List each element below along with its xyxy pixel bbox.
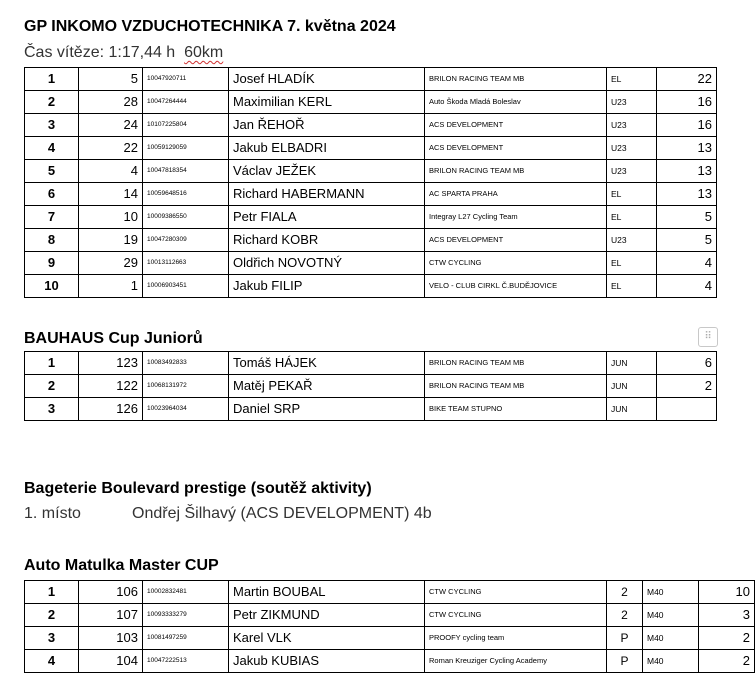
position-cell: 1 <box>25 68 79 91</box>
start-number-cell: 14 <box>79 183 143 206</box>
points-cell: 13 <box>657 183 717 206</box>
category-cell: EL <box>607 252 657 275</box>
position-cell: 7 <box>25 206 79 229</box>
table-row <box>25 252 717 275</box>
category-cell: M40 <box>643 604 699 627</box>
team-cell: BRILON RACING TEAM MB <box>425 160 607 183</box>
prestige-line <box>24 505 432 523</box>
position-cell: 4 <box>25 137 79 160</box>
category-cell: JUN <box>607 375 657 398</box>
position-cell: 10 <box>25 275 79 298</box>
rider-name-cell: Václav JEŽEK <box>229 160 425 183</box>
start-number-cell: 19 <box>79 229 143 252</box>
start-number-cell: 29 <box>79 252 143 275</box>
team-cell: BRILON RACING TEAM MB <box>425 68 607 91</box>
start-number-cell: 122 <box>79 375 143 398</box>
position-cell: 2 <box>25 604 79 627</box>
start-number-cell: 24 <box>79 114 143 137</box>
team-cell: Roman Kreuziger Cycling Academy <box>425 650 607 673</box>
start-number-cell: 22 <box>79 137 143 160</box>
license-id-cell: 10013112663 <box>143 252 229 275</box>
master-title: Auto Matulka Master CUP <box>24 557 219 574</box>
points-cell <box>657 398 717 421</box>
license-id-cell: 10047920711 <box>143 68 229 91</box>
rider-name-cell: Daniel SRP <box>229 398 425 421</box>
rider-name-cell: Oldřich NOVOTNÝ <box>229 252 425 275</box>
position-cell: 9 <box>25 252 79 275</box>
category-cell: U23 <box>607 114 657 137</box>
rider-name-cell: Richard KOBR <box>229 229 425 252</box>
class-cell: P <box>607 627 643 650</box>
category-cell: EL <box>607 275 657 298</box>
points-cell: 5 <box>657 206 717 229</box>
license-id-cell: 10002832481 <box>143 581 229 604</box>
points-cell: 2 <box>657 375 717 398</box>
points-cell: 10 <box>699 581 755 604</box>
team-cell: CTW CYCLING <box>425 252 607 275</box>
winner-time: Čas vítěze: 1:17,44 h <box>24 44 176 61</box>
table-row <box>25 650 755 673</box>
start-number-cell: 107 <box>79 604 143 627</box>
table-row <box>25 229 717 252</box>
team-cell: BIKE TEAM STUPNO <box>425 398 607 421</box>
race-distance: 60km <box>184 44 224 61</box>
rider-name-cell: Maximilian KERL <box>229 91 425 114</box>
category-cell: JUN <box>607 398 657 421</box>
table-row <box>25 604 755 627</box>
license-id-cell: 10047280309 <box>143 229 229 252</box>
position-cell: 5 <box>25 160 79 183</box>
start-number-cell: 10 <box>79 206 143 229</box>
license-id-cell: 10068131972 <box>143 375 229 398</box>
license-id-cell: 10047222513 <box>143 650 229 673</box>
team-cell: Integray L27 Cycling Team <box>425 206 607 229</box>
category-cell: EL <box>607 183 657 206</box>
team-cell: BRILON RACING TEAM MB <box>425 375 607 398</box>
category-cell: U23 <box>607 160 657 183</box>
start-number-cell: 106 <box>79 581 143 604</box>
team-cell: BRILON RACING TEAM MB <box>425 352 607 375</box>
class-cell: P <box>607 650 643 673</box>
category-cell: M40 <box>643 581 699 604</box>
rider-name-cell: Matěj PEKAŘ <box>229 375 425 398</box>
position-cell: 3 <box>25 114 79 137</box>
points-cell: 5 <box>657 229 717 252</box>
race-subline <box>24 44 223 62</box>
table-row <box>25 137 717 160</box>
points-cell: 16 <box>657 91 717 114</box>
team-cell: VELO - CLUB CIRKL Č.BUDĚJOVICE <box>425 275 607 298</box>
license-id-cell: 10023964034 <box>143 398 229 421</box>
rider-name-cell: Richard HABERMANN <box>229 183 425 206</box>
team-cell: ACS DEVELOPMENT <box>425 114 607 137</box>
team-cell: AC SPARTA PRAHA <box>425 183 607 206</box>
position-cell: 2 <box>25 91 79 114</box>
category-cell: M40 <box>643 650 699 673</box>
points-cell: 4 <box>657 275 717 298</box>
points-cell: 3 <box>699 604 755 627</box>
class-cell: 2 <box>607 581 643 604</box>
rider-name-cell: Jakub KUBIAS <box>229 650 425 673</box>
table-row <box>25 160 717 183</box>
start-number-cell: 1 <box>79 275 143 298</box>
category-cell: JUN <box>607 352 657 375</box>
master-results-table <box>24 580 755 673</box>
license-id-cell: 10081497259 <box>143 627 229 650</box>
team-cell: CTW CYCLING <box>425 604 607 627</box>
points-cell: 13 <box>657 137 717 160</box>
prestige-place: 1. místo <box>24 505 81 522</box>
category-cell: U23 <box>607 229 657 252</box>
race-title: GP INKOMO VZDUCHOTECHNIKA 7. května 2024 <box>24 18 396 35</box>
position-cell: 1 <box>25 352 79 375</box>
junior-results-table <box>24 351 717 421</box>
team-cell: ACS DEVELOPMENT <box>425 137 607 160</box>
category-cell: M40 <box>643 627 699 650</box>
start-number-cell: 5 <box>79 68 143 91</box>
prestige-title: Bageterie Boulevard prestige (soutěž aktivity) <box>24 480 372 497</box>
table-row <box>25 375 717 398</box>
start-number-cell: 103 <box>79 627 143 650</box>
license-id-cell: 10006903451 <box>143 275 229 298</box>
position-cell: 3 <box>25 398 79 421</box>
team-cell: ACS DEVELOPMENT <box>425 229 607 252</box>
rider-name-cell: Jakub FILIP <box>229 275 425 298</box>
start-number-cell: 126 <box>79 398 143 421</box>
position-cell: 2 <box>25 375 79 398</box>
category-cell: U23 <box>607 137 657 160</box>
rider-name-cell: Jakub ELBADRI <box>229 137 425 160</box>
start-number-cell: 28 <box>79 91 143 114</box>
points-cell: 4 <box>657 252 717 275</box>
prestige-winner: Ondřej Šilhavý (ACS DEVELOPMENT) 4b <box>132 505 432 522</box>
drag-handle-icon[interactable]: ⠿ <box>698 327 718 347</box>
points-cell: 22 <box>657 68 717 91</box>
rider-name-cell: Tomáš HÁJEK <box>229 352 425 375</box>
table-row <box>25 91 717 114</box>
position-cell: 1 <box>25 581 79 604</box>
table-row <box>25 275 717 298</box>
table-row <box>25 398 717 421</box>
rider-name-cell: Petr FIALA <box>229 206 425 229</box>
license-id-cell: 10059648516 <box>143 183 229 206</box>
points-cell: 13 <box>657 160 717 183</box>
start-number-cell: 4 <box>79 160 143 183</box>
team-cell: Auto Škoda Mladá Boleslav <box>425 91 607 114</box>
category-cell: EL <box>607 68 657 91</box>
license-id-cell: 10009386550 <box>143 206 229 229</box>
position-cell: 8 <box>25 229 79 252</box>
license-id-cell: 10047818354 <box>143 160 229 183</box>
license-id-cell: 10107225804 <box>143 114 229 137</box>
table-row <box>25 183 717 206</box>
rider-name-cell: Josef HLADÍK <box>229 68 425 91</box>
license-id-cell: 10059129059 <box>143 137 229 160</box>
class-cell: 2 <box>607 604 643 627</box>
table-row <box>25 581 755 604</box>
position-cell: 4 <box>25 650 79 673</box>
junior-title: BAUHAUS Cup Juniorů <box>24 330 203 347</box>
license-id-cell: 10093333279 <box>143 604 229 627</box>
team-cell: CTW CYCLING <box>425 581 607 604</box>
category-cell: U23 <box>607 91 657 114</box>
table-row <box>25 206 717 229</box>
position-cell: 6 <box>25 183 79 206</box>
rider-name-cell: Petr ZIKMUND <box>229 604 425 627</box>
license-id-cell: 10047264444 <box>143 91 229 114</box>
position-cell: 3 <box>25 627 79 650</box>
points-cell: 2 <box>699 627 755 650</box>
rider-name-cell: Karel VLK <box>229 627 425 650</box>
team-cell: PROOFY cycling team <box>425 627 607 650</box>
points-cell: 6 <box>657 352 717 375</box>
rider-name-cell: Martin BOUBAL <box>229 581 425 604</box>
table-row <box>25 68 717 91</box>
race-results-table <box>24 67 717 298</box>
start-number-cell: 123 <box>79 352 143 375</box>
rider-name-cell: Jan ŘEHOŘ <box>229 114 425 137</box>
table-row <box>25 352 717 375</box>
points-cell: 16 <box>657 114 717 137</box>
license-id-cell: 10083492833 <box>143 352 229 375</box>
category-cell: EL <box>607 206 657 229</box>
start-number-cell: 104 <box>79 650 143 673</box>
points-cell: 2 <box>699 650 755 673</box>
table-row <box>25 627 755 650</box>
table-row <box>25 114 717 137</box>
